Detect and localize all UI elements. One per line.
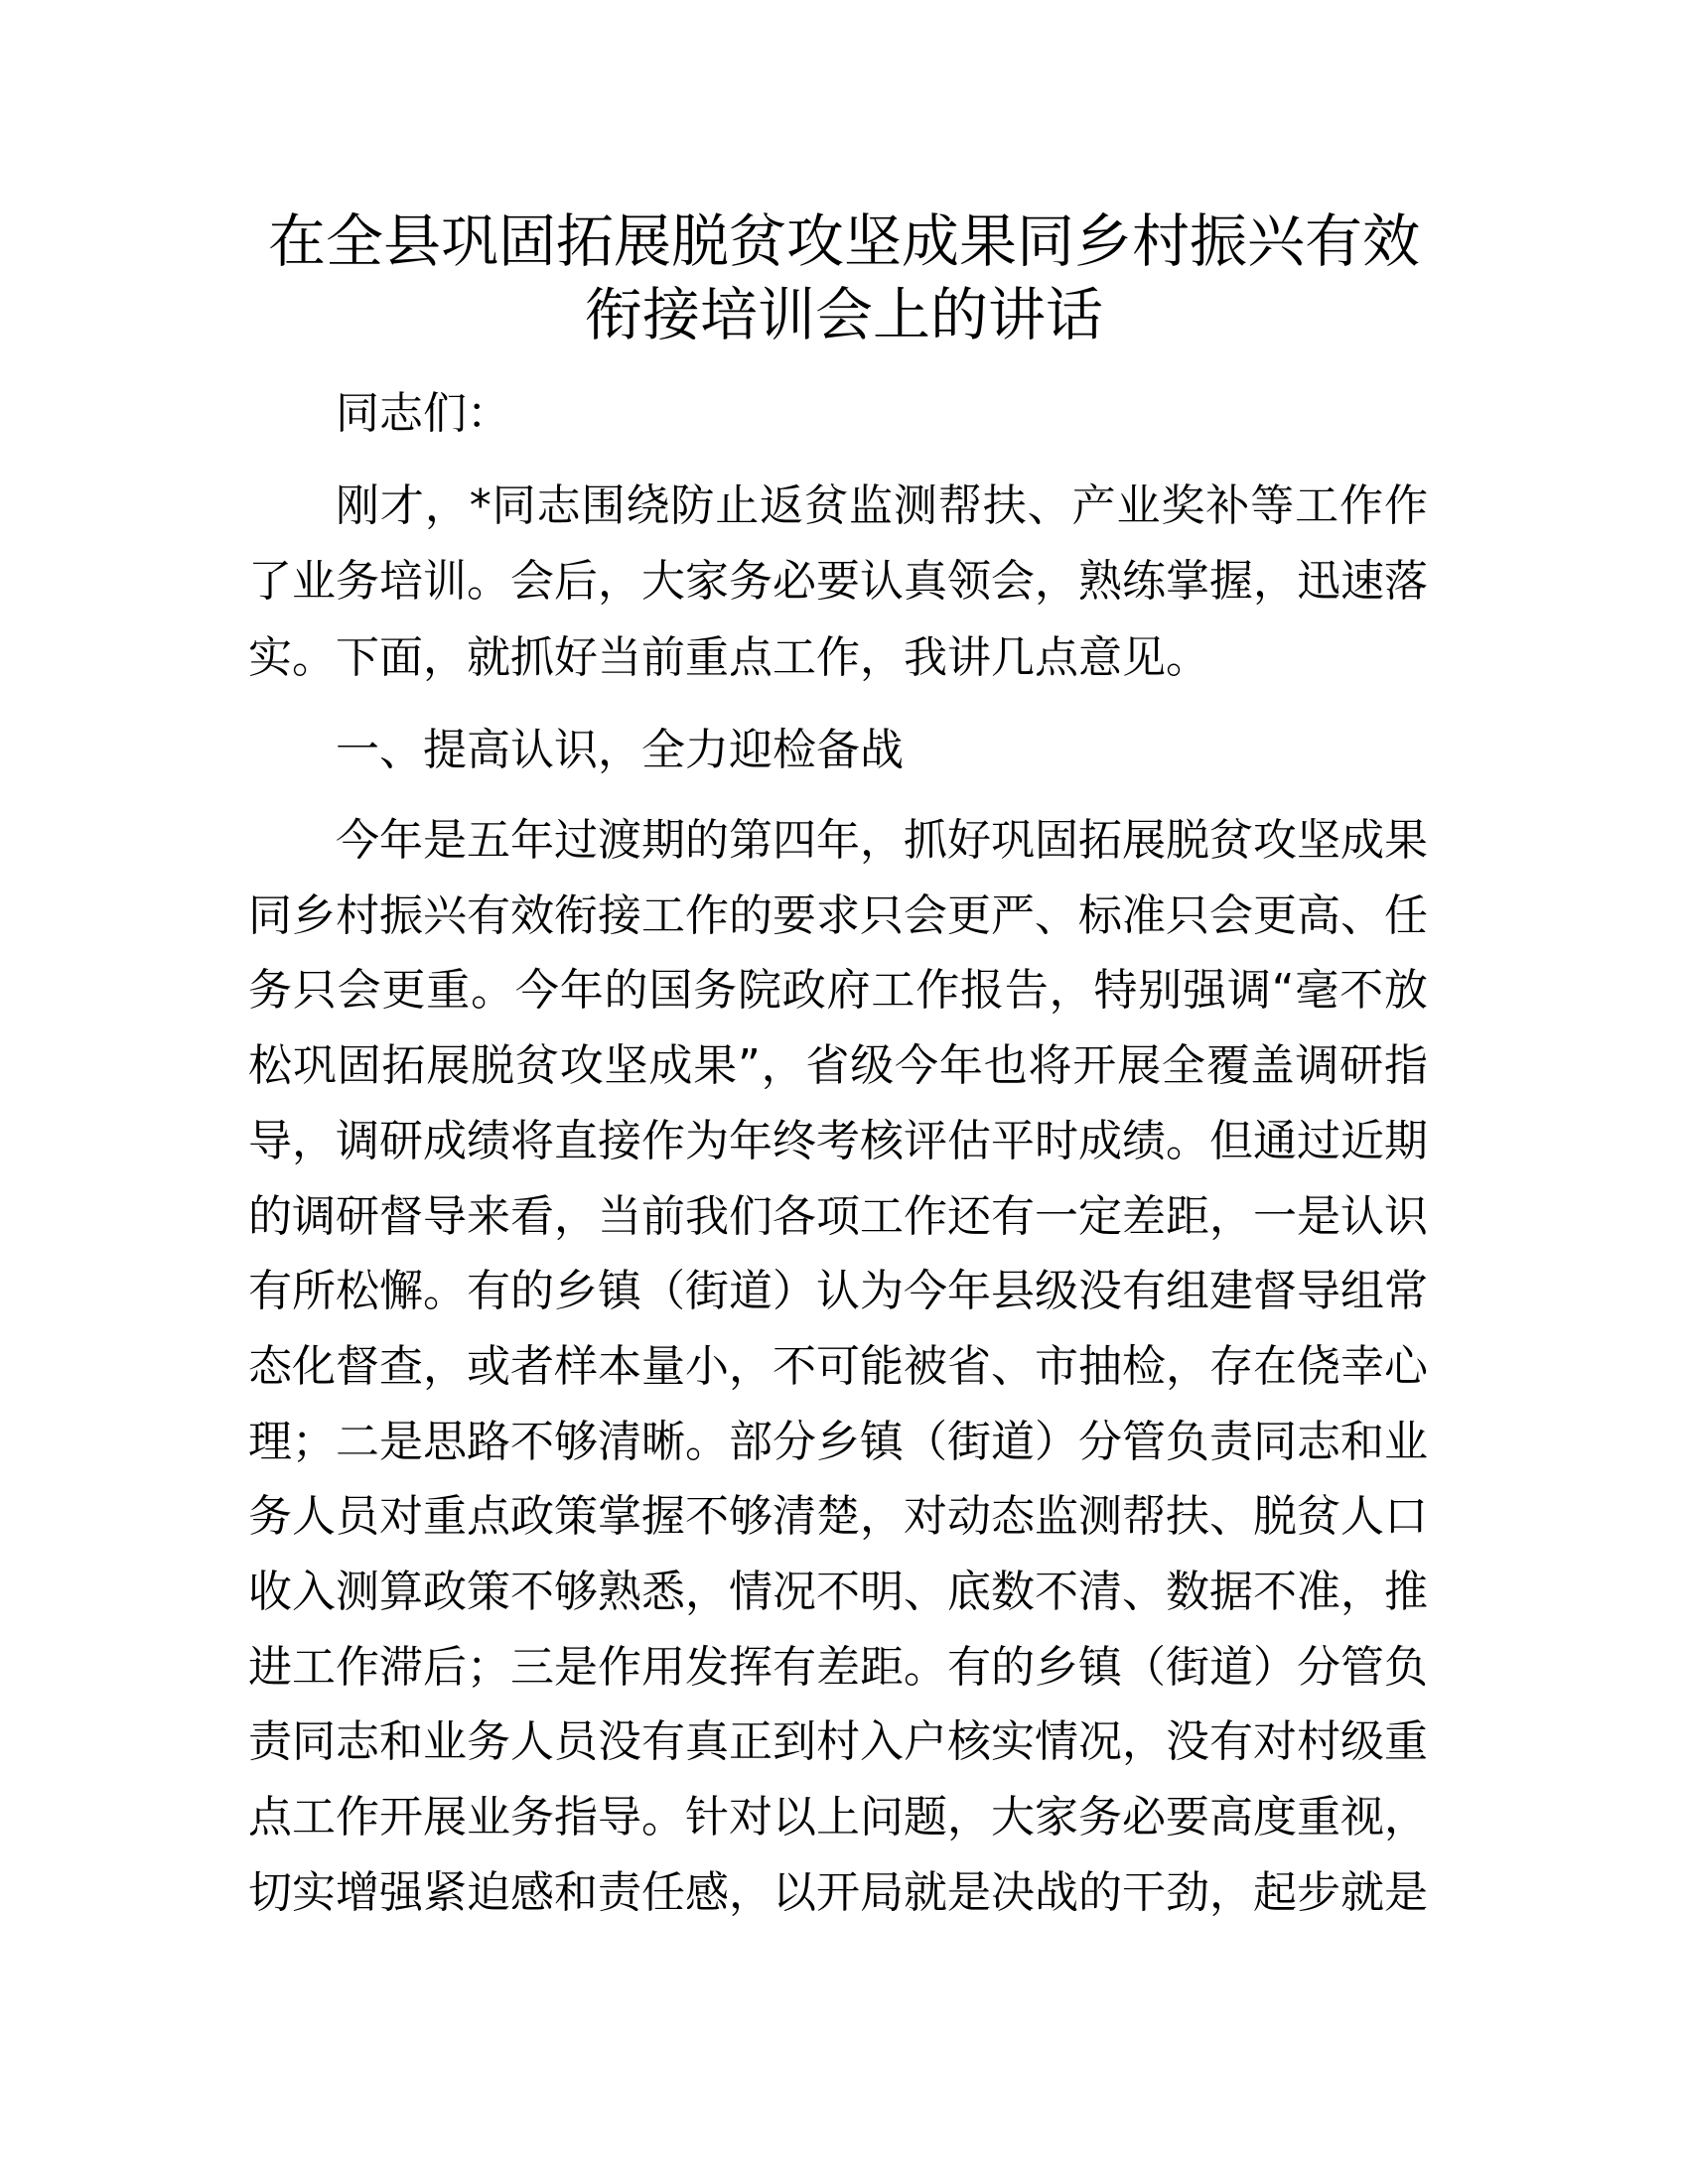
paragraph-line: 实。下面，就抓好当前重点工作，我讲几点意见。 [248,632,1209,683]
paragraph-line: 责同志和业务人员没有真正到村入户核实情况，没有对村级重 [248,1716,1428,1768]
paragraph-line: 理；二是思路不够清晰。部分乡镇（街道）分管负责同志和业 [248,1416,1428,1467]
paragraph-line: 切实增强紧迫感和责任感，以开局就是决战的干劲，起步就是 [248,1866,1428,1918]
paragraph-line: 点工作开展业务指导。针对以上问题，大家务必要高度重视， [248,1792,1428,1843]
paragraph-line: 进工作滞后；三是作用发挥有差距。有的乡镇（街道）分管负 [248,1641,1428,1693]
paragraph-line: 有所松懈。有的乡镇（街道）认为今年县级没有组建督导组常 [248,1266,1428,1317]
document-title-line-2: 衔接培训会上的讲话 [584,281,1103,348]
paragraph-line: 同乡村振兴有效衔接工作的要求只会更严、标准只会更高、任 [248,889,1428,941]
paragraph-line: 今年是五年过渡期的第四年，抓好巩固拓展脱贫攻坚成果 [336,815,1428,866]
paragraph-line: 态化督查，或者样本量小，不可能被省、市抽检，存在侥幸心 [248,1340,1428,1392]
document-title-line-1: 在全县巩固拓展脱贫攻坚成果同乡村振兴有效 [267,207,1420,275]
paragraph-line: 收入测算政策不够熟悉，情况不明、底数不清、数据不准，推 [248,1567,1428,1617]
paragraph-line: 了业务培训。会后，大家务必要认真领会，熟练掌握，迅速落 [248,556,1428,607]
salutation: 同志们： [336,388,510,439]
paragraph-line: 松巩固拓展脱贫攻坚成果”，省级今年也将开展全覆盖调研指 [248,1040,1428,1092]
paragraph-line: 刚才，*同志围绕防止返贫监测帮扶、产业奖补等工作作 [336,480,1428,531]
paragraph-line: 务只会更重。今年的国务院政府工作报告，特别强调“毫不放 [248,965,1428,1017]
paragraph-line: 务人员对重点政策掌握不够清楚，对动态监测帮扶、脱贫人口 [248,1491,1428,1543]
section-heading: 一、提高认识，全力迎检备战 [336,725,904,775]
paragraph-line: 导，调研成绩将直接作为年终考核评估平时成绩。但通过近期 [248,1115,1428,1166]
paragraph-line: 的调研督导来看，当前我们各项工作还有一定差距，一是认识 [248,1190,1428,1242]
